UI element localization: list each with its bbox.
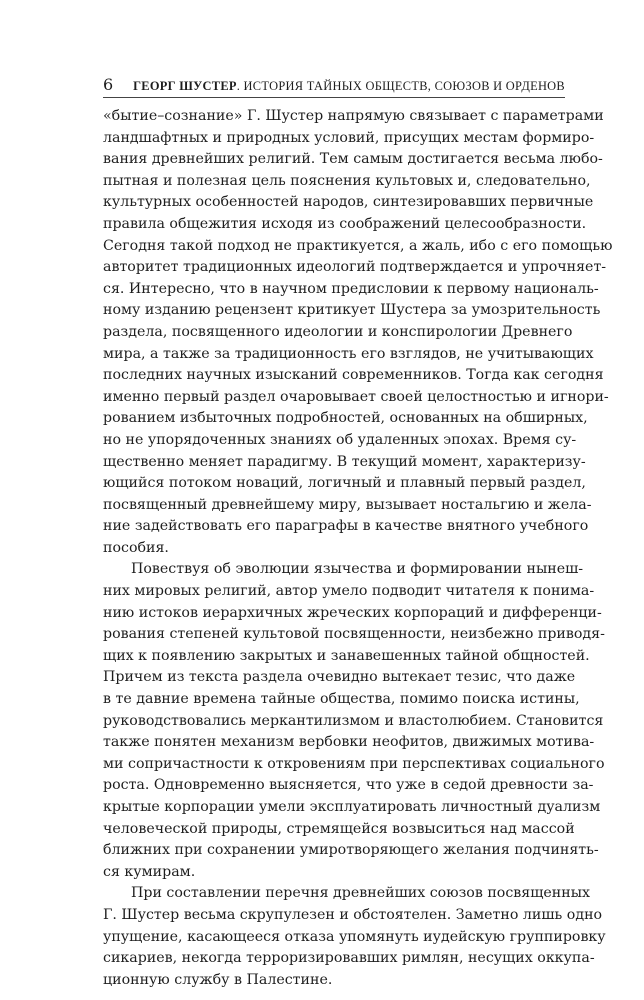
paragraph: [103, 106, 613, 559]
text-line: них мировых религий, автор умело подводит читателя к понима-: [103, 583, 595, 600]
running-head: [103, 75, 565, 99]
text-line: рования степеней культовой посвященности, неизбежно приводя-: [103, 626, 605, 643]
text-line: крытые корпорации умели эксплуатировать личностный дуализм: [103, 799, 601, 815]
body-text: [103, 106, 613, 991]
text-line: авторитет традиционных идеологий подтверждается и упрочняет-: [103, 259, 607, 276]
text-line: упущение, касающееся отказа упомянуть иудейскую группировку: [103, 928, 606, 945]
text-line: раздела, посвященного идеологии и конспирологии Древнего: [103, 323, 573, 340]
text-line: При составлении перечня древнейших союзов посвященных: [131, 885, 591, 902]
text-line: пособия.: [103, 539, 169, 556]
text-line: сикариев, некогда терроризировавших римлян, несущих оккупа-: [103, 950, 595, 967]
text-line: посвященный древнейшему миру, вызывает ностальгию и жела-: [103, 496, 592, 513]
text-line: культурных особенностей народов, синтезировавших первичные: [103, 194, 594, 211]
text-line: именно первый раздел очаровывает своей целостностью и игнори-: [103, 388, 609, 405]
text-line: ние задействовать его параграфы в качестве внятного учебного: [103, 518, 589, 535]
text-line: щих к появлению закрытых и занавешенных тайной общностей.: [103, 647, 590, 664]
text-line: ному изданию рецензент критикует Шустера за умозрительность: [103, 302, 601, 319]
text-line: Причем из текста раздела очевидно вытекает тезис, что даже: [103, 669, 576, 686]
paragraph: [103, 883, 606, 991]
text-line: ландшафтных и природных условий, присущих местам формиро-: [103, 129, 595, 146]
text-line: ющийся потоком новаций, логичный и плавный первый раздел,: [103, 475, 586, 492]
text-line: щественно меняет парадигму. В текущий момент, характеризу-: [103, 453, 586, 470]
header-rule: [103, 97, 565, 98]
text-line: также понятен механизм вербовки неофитов, движимых мотива-: [103, 734, 595, 751]
text-line: в те давние времена тайные общества, помимо поиска истины,: [103, 691, 580, 708]
text-line: Г. Шустер весьма скрупулезен и обстоятелен. Заметно лишь одно: [103, 906, 603, 923]
text-line: пытная и полезная цель пояснения культовых и, следовательно,: [103, 172, 591, 189]
text-line: руководствовались меркантилизмом и властолюбием. Становится: [103, 712, 604, 729]
text-line: рованием избыточных подробностей, основанных на обширных,: [103, 410, 588, 427]
text-line: ционную службу в Палестине.: [103, 971, 333, 988]
text-line: мира, а также за традиционность его взглядов, не учитывающих: [103, 345, 594, 362]
text-line: ближних при сохранении умиротворяющего желания подчинять-: [103, 842, 599, 859]
running-title: [133, 78, 565, 94]
text-line: ся кумирам.: [103, 863, 196, 880]
text-line: ся. Интересно, что в научном предисловии к первому националь-: [103, 280, 599, 297]
text-line: Сегодня такой подход не практикуется, а жаль, ибо с его помощью: [103, 237, 613, 254]
text-line: человеческой природы, стремящейся возвыситься над массой: [103, 820, 575, 837]
text-line: нию истоков иерархичных жреческих корпораций и дифференци-: [103, 604, 602, 621]
page-number: 6: [103, 75, 114, 94]
text-line: но не упорядоченных знаниях об удаленных эпохах. Время су-: [103, 431, 577, 448]
text-line: последних научных изысканий современников. Тогда как сегодня: [103, 367, 604, 384]
header-book-title: . ИСТОРИЯ ТАЙНЫХ ОБЩЕСТВ, СОЮЗОВ И ОРДЕНОВ: [236, 79, 565, 93]
header-author: ГЕОРГ ШУСТЕР: [133, 79, 237, 93]
paragraph: [103, 559, 605, 883]
text-line: роста. Одновременно выясняется, что уже в седой древности за-: [103, 777, 594, 794]
text-line: Повествуя об эволюции язычества и формировании нынеш-: [131, 561, 584, 578]
text-line: «бытие–сознание» Г. Шустер напрямую связывает с параметрами: [103, 108, 604, 124]
text-line: вания древнейших религий. Тем самым достигается весьма любо-: [103, 151, 603, 168]
text-line: ми сопричастности к откровениям при перспективах социального: [103, 755, 605, 772]
text-line: правила общежития исходя из соображений целесообразности.: [103, 215, 587, 232]
